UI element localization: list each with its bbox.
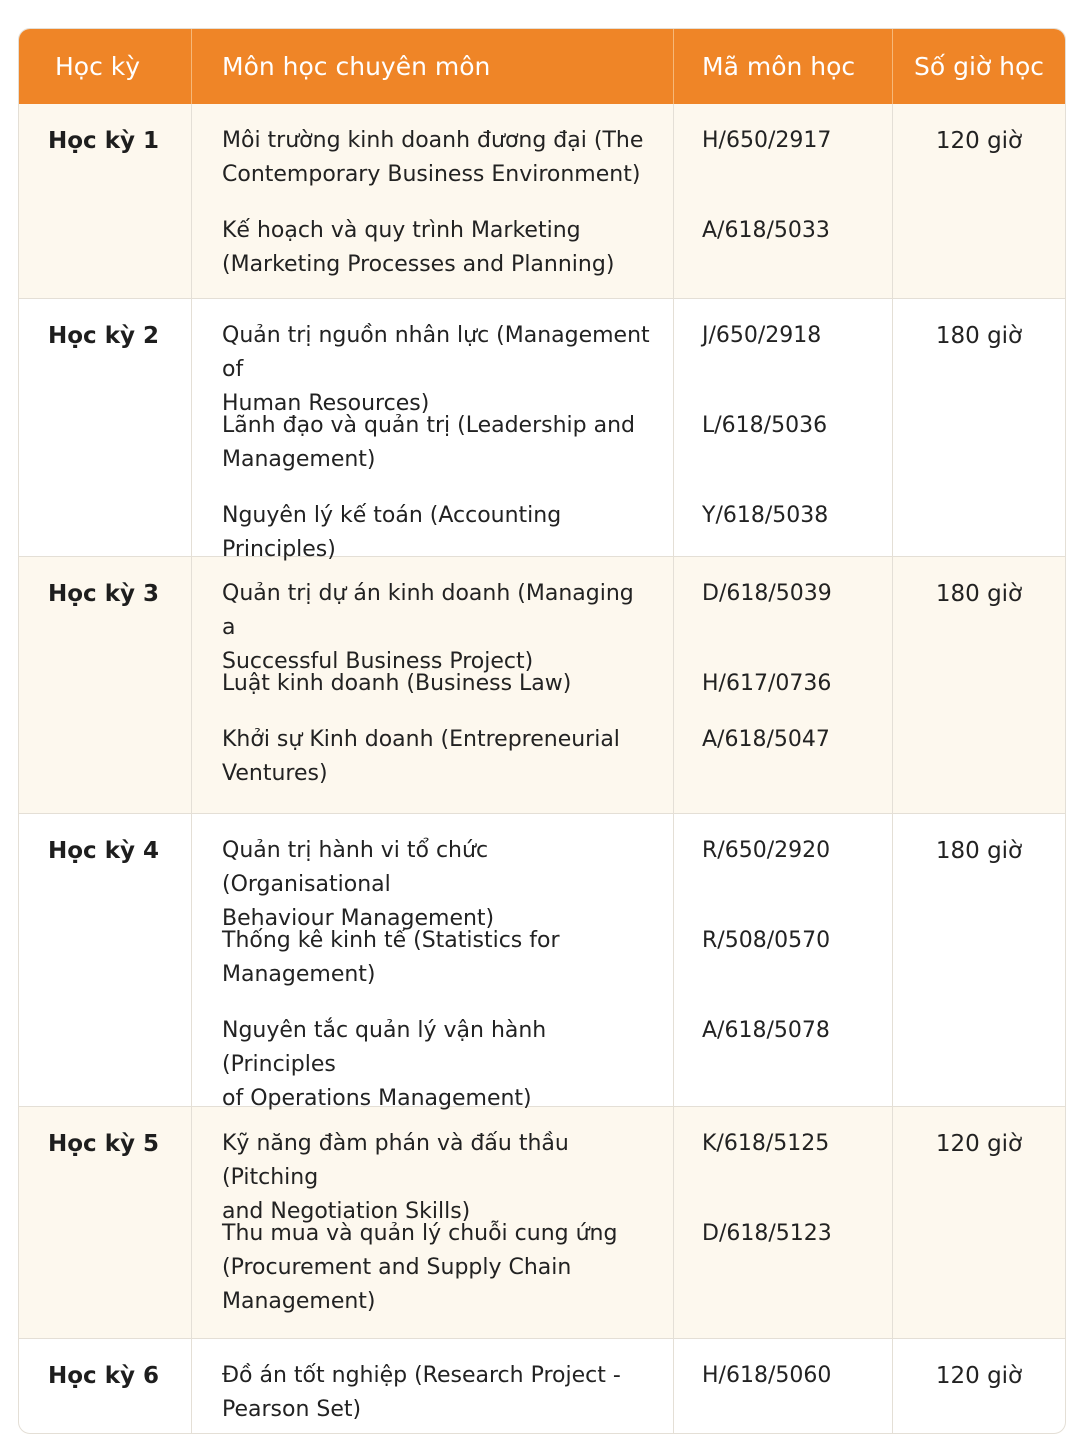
semester-cell: Học kỳ 5 [19, 1107, 192, 1339]
subject-name: Nguyên lý kế toán (Accounting Principles) [222, 503, 562, 562]
subject-code: H/618/5060 [702, 1363, 832, 1388]
subjects-cell [192, 299, 674, 562]
subject-name: Quản trị nguồn nhân lực (Management of Human Resources) [222, 323, 650, 416]
subjects-cell [192, 104, 674, 299]
semester-cell: Học kỳ 4 [19, 814, 192, 1107]
subject-code: R/508/0570 [702, 928, 831, 953]
subject-code: L/618/5036 [702, 413, 828, 438]
codes-cell [674, 299, 893, 557]
subject-code: H/650/2917 [702, 128, 832, 153]
subject-name: Quản trị dự án kinh doanh (Managing a Successful Business Project) [222, 581, 634, 674]
subject-name: Lãnh đạo và quản trị (Leadership and Management) [222, 413, 635, 472]
codes-cell [674, 557, 893, 814]
table-row [19, 1339, 1065, 1434]
table-body [19, 104, 1065, 1434]
subject-name: Kỹ năng đàm phán và đấu thầu (Pitching and Negotiation Skills) [222, 1131, 569, 1224]
codes-cell [674, 1339, 893, 1434]
subject-code: Y/618/5038 [702, 503, 829, 528]
subject-name: Môi trường kinh doanh đương đại (The Contemporary Business Environment) [222, 128, 644, 187]
subjects-cell [192, 1107, 674, 1339]
subject-code: D/618/5123 [702, 1221, 832, 1246]
hours-cell: 180 giờ [893, 299, 1065, 557]
table-row [19, 814, 1065, 1111]
subject-name: Luật kinh doanh (Business Law) [222, 671, 572, 696]
curriculum-table [18, 28, 1066, 1434]
subject-code: D/618/5039 [702, 581, 832, 606]
header-code: Mã môn học [674, 29, 893, 104]
curriculum-grid [19, 29, 1065, 104]
subjects-cell [192, 1339, 674, 1434]
subject-name: Kế hoạch và quy trình Marketing (Marketing Processes and Planning) [222, 218, 615, 277]
codes-cell [674, 1107, 893, 1339]
hours-cell: 120 giờ [893, 104, 1065, 299]
header-hours: Số giờ học [893, 29, 1065, 104]
subject-code: J/650/2918 [702, 323, 822, 348]
subject-name: Quản trị hành vi tổ chức (Organisational Behaviour Management) [222, 838, 495, 931]
subject-name: Thống kê kinh tế (Statistics for Management) [222, 928, 560, 987]
subject-code: H/617/0736 [702, 671, 832, 696]
semester-cell: Học kỳ 6 [19, 1339, 192, 1434]
hours-cell: 120 giờ [893, 1107, 1065, 1339]
semester-cell: Học kỳ 1 [19, 104, 192, 299]
subject-code: R/650/2920 [702, 838, 831, 863]
subject-code: A/618/5078 [702, 1018, 830, 1043]
codes-cell [674, 104, 893, 299]
hours-cell: 120 giờ [935, 1363, 1023, 1389]
subjects-cell [192, 557, 674, 814]
subject-code: A/618/5033 [702, 218, 830, 243]
subject-name: Thu mua và quản lý chuỗi cung ứng (Procurement and Supply Chain Management) [222, 1221, 618, 1314]
subject-code: A/618/5047 [702, 727, 830, 752]
table-row [19, 557, 1065, 814]
semester-cell: Học kỳ 2 [19, 299, 192, 557]
table-row [19, 299, 1065, 562]
subject-name: Đồ án tốt nghiệp (Research Project - Pearson Set) [222, 1363, 621, 1422]
table-row [19, 104, 1065, 299]
header-subject: Môn học chuyên môn [192, 29, 674, 104]
subject-name: Khởi sự Kinh doanh (Entrepreneurial Ventures) [222, 727, 620, 786]
hours-cell: 180 giờ [893, 814, 1065, 1107]
hours-cell: 180 giờ [893, 557, 1065, 814]
subject-name: Nguyên tắc quản lý vận hành (Principles of Operations Management) [222, 1018, 547, 1111]
subjects-cell [192, 814, 674, 1111]
table-row [19, 1107, 1065, 1339]
subject-code: K/618/5125 [702, 1131, 830, 1156]
header-semester: Học kỳ [19, 29, 192, 104]
codes-cell [674, 814, 893, 1107]
semester-cell: Học kỳ 3 [19, 557, 192, 814]
